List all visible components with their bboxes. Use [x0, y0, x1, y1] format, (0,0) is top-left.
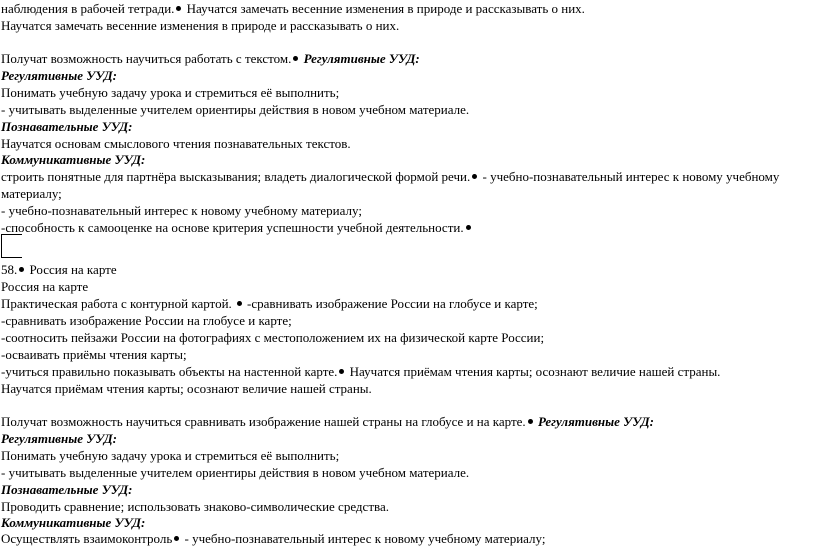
- heading-cognitive: Познавательные УУД:: [1, 119, 133, 134]
- text-line: - учебно-познавательный интерес к новому учебному материалу;: [1, 203, 362, 218]
- heading-communicative: Коммуникативные УУД:: [1, 515, 146, 530]
- text-line: [1, 169, 779, 185]
- heading-inline: Регулятивные УУД:: [300, 51, 420, 66]
- text-fragment: -учиться правильно показывать объекты на настенной карте.: [1, 364, 338, 379]
- text-line: Научатся основам смыслового чтения познавательных текстов.: [1, 136, 351, 151]
- text-line: - учитывать выделенные учителем ориентиры действия в новом учебном материале.: [1, 102, 470, 117]
- text-fragment: наблюдения в рабочей тетради.: [1, 1, 175, 16]
- text-line: [1, 51, 420, 67]
- heading-inline: Регулятивные УУД:: [534, 414, 654, 429]
- text-fragment: Россия на карте: [26, 262, 117, 277]
- text-line: Понимать учебную задачу урока и стремиться её выполнить;: [1, 85, 340, 100]
- table-cell-border: [1, 257, 22, 258]
- text-fragment: -сравнивать изображение России на глобусе и карте;: [243, 296, 538, 311]
- text-line: [1, 220, 473, 236]
- text-fragment: Осуществлять взаимоконтроль: [1, 531, 173, 546]
- text-fragment: строить понятные для партнёра высказывания; владеть диалогической формой речи.: [1, 169, 471, 184]
- text-line: [1, 364, 720, 380]
- text-fragment: - учебно-познавательный интерес к новому учебному материалу;: [181, 531, 546, 546]
- text-fragment: Научатся замечать весенние изменения в природе и рассказывать о них.: [183, 1, 585, 16]
- text-fragment: Получат возможность научиться работать с текстом.: [1, 51, 292, 66]
- text-line: [1, 531, 545, 547]
- text-fragment: - учебно-познавательный интерес к новому учебному: [479, 169, 780, 184]
- bullet-icon: [176, 6, 181, 11]
- bullet-icon: [293, 56, 298, 61]
- heading-communicative: Коммуникативные УУД:: [1, 152, 146, 167]
- text-line: Понимать учебную задачу урока и стремиться её выполнить;: [1, 448, 340, 463]
- text-fragment: Практическая работа с контурной картой.: [1, 296, 232, 311]
- text-line: -осваивать приёмы чтения карты;: [1, 347, 187, 362]
- bullet-icon: [466, 225, 471, 230]
- text-line: [1, 262, 117, 278]
- lesson-number: 58.: [1, 262, 18, 277]
- heading-regulative: Регулятивные УУД:: [1, 431, 118, 446]
- table-cell-border: [1, 234, 22, 257]
- text-line: Проводить сравнение; использовать знаково-символические средства.: [1, 499, 389, 514]
- lesson-topic: Россия на карте: [1, 279, 89, 294]
- bullet-icon: [472, 174, 477, 179]
- bullet-icon: [19, 267, 24, 272]
- text-fragment: Научатся приёмам чтения карты; осознают величие нашей страны.: [346, 364, 721, 379]
- text-fragment: -способность к самооценке на основе критерия успешности учебной деятельности.: [1, 220, 464, 235]
- text-line: -сравнивать изображение России на глобусе и карте;: [1, 313, 292, 328]
- text-fragment: Получат возможность научиться сравнивать изображение нашей страны на глобусе и на карте.: [1, 414, 526, 429]
- text-line: Научатся замечать весенние изменения в природе и рассказывать о них.: [1, 18, 400, 33]
- heading-regulative: Регулятивные УУД:: [1, 68, 118, 83]
- text-line: [1, 414, 654, 430]
- text-line: Научатся приёмам чтения карты; осознают величие нашей страны.: [1, 381, 372, 396]
- bullet-icon: [528, 419, 533, 424]
- bullet-icon: [174, 536, 179, 541]
- text-line: [1, 1, 585, 17]
- text-line: материалу;: [1, 186, 62, 201]
- bullet-icon: [339, 369, 344, 374]
- heading-cognitive: Познавательные УУД:: [1, 482, 133, 497]
- bullet-icon: [237, 301, 242, 306]
- text-line: -соотносить пейзажи России на фотографиях с местоположением их на физической карте России;: [1, 330, 545, 345]
- text-line: [1, 296, 538, 312]
- text-line: - учитывать выделенные учителем ориентиры действия в новом учебном материале.: [1, 465, 470, 480]
